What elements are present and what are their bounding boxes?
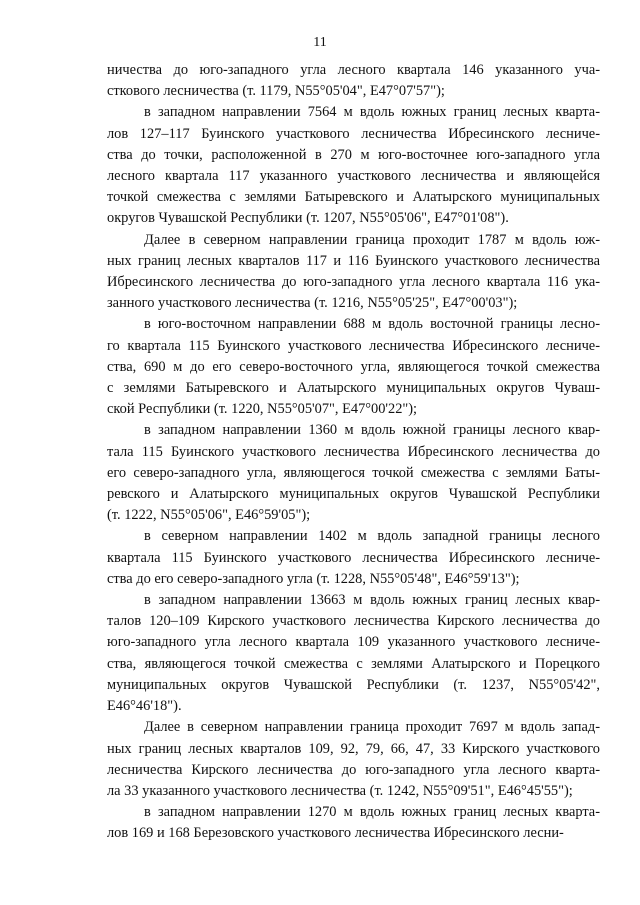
paragraph-line: ревского и Алатырского муниципальных округов Чувашской Республики	[107, 486, 600, 503]
paragraph-line: ства до его северо-западного угла (т. 1228, N55°05'48", E46°59'13");	[107, 570, 520, 587]
paragraph-line: тала 115 Буинского участкового лесничества Ибресинского лесничества до	[107, 443, 600, 460]
paragraph-line: Ибресинского лесничества до юго-западного угла лесного квартала 116 ука-	[107, 274, 600, 291]
paragraph-line: сткового лесничества (т. 1179, N55°05'04", E47°07'57");	[107, 83, 445, 100]
paragraph-line: его северо-западного угла, являющегося точкой смежества с землями Баты-	[107, 464, 600, 481]
paragraph-line: ства, 690 м до его северо-восточного угла, являющегося точкой смежества	[107, 358, 600, 375]
paragraph-line: лов 169 и 168 Березовского участкового лесничества Ибресинского лесни-	[107, 825, 564, 842]
paragraph-line: лесничества Кирского лесничества до юго-западного угла лесного кварта-	[107, 761, 600, 778]
paragraph-line: квартала 115 Буинского участкового лесничества Ибресинского лесниче-	[107, 549, 600, 566]
paragraph-line: в западном направлении 7564 м вдоль южных границ лесных кварта-	[144, 104, 600, 121]
paragraph-line: го квартала 115 Буинского участкового лесничества Ибресинского лесниче-	[107, 337, 600, 354]
paragraph-line: лесного квартала 117 указанного участкового лесничества и являющейся	[107, 168, 600, 185]
paragraph-line: в северном направлении 1402 м вдоль западной границы лесного	[144, 528, 600, 545]
paragraph-line: Далее в северном направлении граница проходит 7697 м вдоль запад-	[144, 719, 600, 736]
paragraph-line: в юго-восточном направлении 688 м вдоль восточной границы лесно-	[144, 316, 600, 333]
paragraph-line: юго-западного угла лесного квартала 109 указанного участкового лесниче-	[107, 634, 600, 651]
paragraph-line: (т. 1222, N55°05'06", E46°59'05");	[107, 507, 311, 524]
document-body	[107, 60, 600, 845]
paragraph-line: в западном направлении 1270 м вдоль южных границ лесных кварта-	[144, 804, 600, 821]
paragraph-line: Далее в северном направлении граница проходит 1787 м вдоль юж-	[144, 231, 600, 248]
paragraph-line: с землями Батыревского и Алатырского муниципальных округов Чуваш-	[107, 380, 600, 397]
paragraph-line: ничества до юго-западного угла лесного квартала 146 указанного уча-	[107, 62, 600, 78]
paragraph-line: E46°46'18").	[107, 698, 182, 715]
paragraph-line: муниципальных округов Чувашской Республики (т. 1237, N55°05'42",	[107, 676, 600, 693]
paragraph-line: лов 127–117 Буинского участкового лесничества Ибресинского лесниче-	[107, 125, 600, 142]
paragraph-line: в западном направлении 1360 м вдоль южной границы лесного квар-	[144, 422, 600, 439]
paragraph-line: ных границ лесных кварталов 117 и 116 Буинского участкового лесничества	[107, 252, 600, 269]
paragraph-line: ства до точки, расположенной в 270 м юго-восточнее юго-западного угла	[107, 146, 600, 163]
paragraph-line: ла 33 указанного участкового лесничества (т. 1242, N55°09'51", E46°45'55");	[107, 782, 573, 799]
paragraph-line: ных границ лесных кварталов 109, 92, 79, 66, 47, 33 Кирского участкового	[107, 740, 600, 757]
page-number: 11	[313, 35, 327, 50]
paragraph-line: округов Чувашской Республики (т. 1207, N55°05'06", E47°01'08").	[107, 210, 509, 227]
paragraph-line: в западном направлении 13663 м вдоль южных границ лесных квар-	[144, 592, 600, 609]
paragraph-line: точкой смежества с землями Батыревского и Алатырского муниципальных	[107, 189, 600, 206]
paragraph-line: ской Республики (т. 1220, N55°05'07", E47°00'22");	[107, 401, 418, 418]
paragraph-line: занного участкового лесничества (т. 1216, N55°05'25", E47°00'03");	[107, 295, 518, 312]
paragraph-line: ства, являющегося точкой смежества с землями Алатырского и Порецкого	[107, 655, 600, 672]
paragraph-line: талов 120–109 Кирского участкового лесничества Кирского лесничества до	[107, 613, 600, 630]
